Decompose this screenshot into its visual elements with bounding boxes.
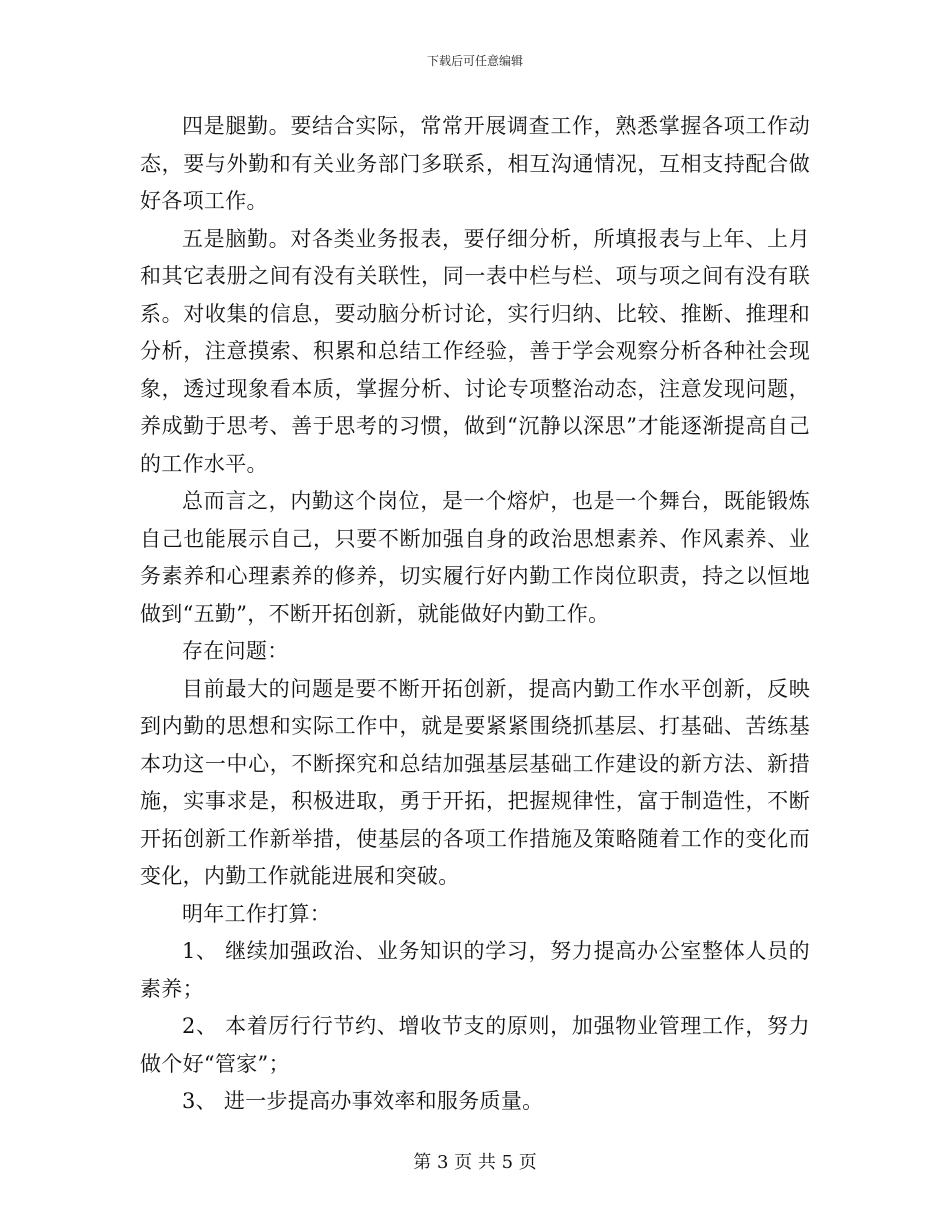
- page-header: 下载后可任意编辑: [426, 54, 523, 68]
- page-number-footer: 第 3 页 共 5 页: [413, 1152, 537, 1173]
- paragraph-brain-diligence: 五是脑勤。对各类业务报表，要仔细分析，所填报表与上年、上月和其它表册之间有没有关联性，同一表中栏与栏、项与项之间有没有联系。对收集的信息，要动脑分析讨论，实行归纳、比较、推断、推理和分析，注意摸索、积累和总结工作经验，善于学会观察分析各种社会现象，透过现象看本质，掌握分析、讨论专项整治动态，注意发现问题，养成勤于思考、善于思考的习惯，做到“沉静以深思”才能逐渐提高自己的工作水平。: [140, 226, 810, 476]
- plan-item-3: 3、 进一步提高办事效率和服务质量。: [182, 1089, 544, 1113]
- heading-existing-problems: 存在问题：: [182, 639, 289, 663]
- paragraph-problems: 目前最大的问题是要不断开拓创新，提高内勤工作水平创新，反映到内勤的思想和实际工作中，就是要紧紧围绕抓基层、打基础、苦练基本功这一中心，不断探究和总结加强基层基础工作建设的新方法、新措施，实事求是，积极进取，勇于开拓，把握规律性，富于制造性，不断开拓创新工作新举措，使基层的各项工作措施及策略随着工作的变化而变化，内勤工作就能进展和突破。: [140, 676, 810, 888]
- document-body: [140, 108, 810, 1121]
- plan-item-2: 2、 本着厉行行节约、增收节支的原则，加强物业管理工作，努力做个好“管家”；: [140, 1014, 810, 1076]
- plan-item-1: 1、 继续加强政治、业务知识的学习，努力提高办公室整体人员的素养；: [140, 939, 810, 1001]
- heading-next-year-plan: 明年工作打算：: [182, 901, 332, 926]
- paragraph-leg-diligence: 四是腿勤。要结合实际，常常开展调查工作，熟悉掌握各项工作动态，要与外勤和有关业务部门多联系，相互沟通情况，互相支持配合做好各项工作。: [140, 114, 810, 213]
- paragraph-summary: 总而言之，内勤这个岗位，是一个熔炉，也是一个舞台，既能锻炼自己也能展示自己，只要不断加强自身的政治思想素养、作风素养、业务素养和心理素养的修养，切实履行好内勤工作岗位职责，持之以恒地做到“五勤”，不断开拓创新，就能做好内勤工作。: [140, 489, 810, 626]
